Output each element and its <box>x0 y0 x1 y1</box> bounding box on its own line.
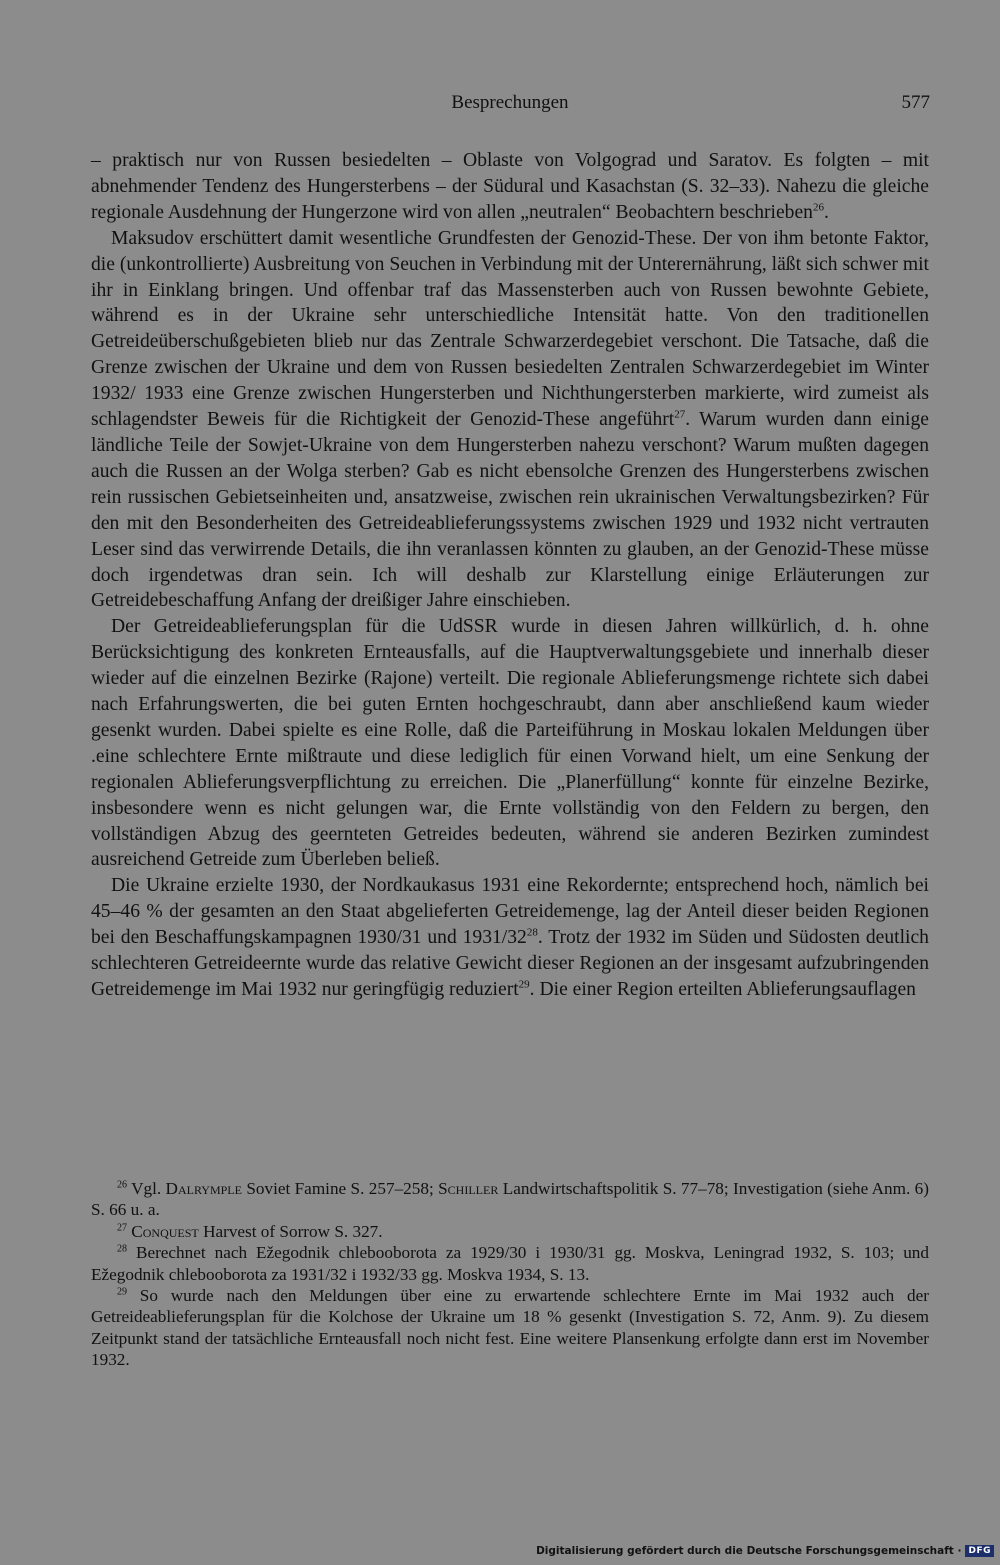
text-run: Berechnet nach Ežegodnik chlebooborota za 1929/30 i 1930/31 gg. Moskva, Leningrad 1932, S. 103; und Ežegodnik chlebooborota za 1931/32 i 1932/33 gg. Moskva 1934, S. 13. <box>91 1243 929 1284</box>
paragraph <box>91 614 929 873</box>
paragraph <box>91 226 929 615</box>
text-run: Vgl. <box>127 1179 166 1198</box>
digitization-footer <box>536 1545 994 1557</box>
paragraph <box>91 873 929 1003</box>
note-ref: 26 <box>117 1179 127 1191</box>
text-run: Maksudov erschüttert damit wesentliche Grundfesten der Genozid-These. Der von ihm betonte Faktor, die (unkontrollierte) Ausbreitung von Seuchen in Verbindung mit der Unterernährung, läßt sich schwer mit ihr in Einklang bringen. Und offenbar traf das Massensterben auch von Russen bewohnte Gebiete, während es in der Ukraine sehr unterschiedliche Intensität hatte. Von den traditionellen Getreideüberschußgebieten blieb nur das Zentrale Schwarzerdegebiet verschont. Die Tatsache, daß die Grenze zwischen der Ukraine und dem von Russen besiedelten Zentralen Schwarzerdegebiet im Winter 1932/ 1933 eine Grenze zwischen Hungersterben und Nichthungersterben markierte, wird zumeist als schlagendster Beweis für die Richtigkeit der Genozid-These angeführt <box>91 227 929 431</box>
note-ref: 27 <box>117 1222 127 1234</box>
author-name: Dalrymple <box>165 1179 242 1198</box>
author-name: Conquest <box>131 1221 199 1241</box>
running-header <box>90 92 930 120</box>
page-number: 577 <box>901 92 930 113</box>
text-run: Landwirtschaftspolitik S. 77–78; Investigation (siehe Anm. 6) S. 66 u. a. <box>91 1179 929 1220</box>
text-run: Harvest of Sorrow S. 327. <box>198 1221 383 1241</box>
note-ref: 27 <box>674 408 686 421</box>
footnote <box>91 1221 929 1242</box>
author-name: Schiller <box>438 1179 499 1198</box>
text-run: . Trotz der 1932 im Süden und Südosten deutlich schlechteren Getreideernte wurde das relative Gewicht dieser Regionen an der insgesamt aufzubringenden Getreidemenge im Mai 1932 nur geringfügig reduziert <box>91 927 929 1000</box>
note-ref: 29 <box>117 1286 127 1298</box>
dfg-logo: DFG <box>965 1545 994 1557</box>
text-run: . Die einer Region erteilten Ablieferungsauflagen <box>529 979 916 1000</box>
running-title: Besprechungen <box>451 92 569 113</box>
footnote <box>91 1178 929 1221</box>
text-run: – praktisch nur von Russen besiedelten – Oblaste von Volgograd und Saratov. Es folgten – mit abnehmender Tendenz des Hungersterbens – der Südural und Kasachstan (S. 32–33). Nahezu die gleiche regionale Ausdehnung der Hungerzone wird von allen „neutralen“ Beobachtern beschrieben <box>91 150 929 223</box>
text-run: . Warum wurden dann einige ländliche Teile der Sowjet-Ukraine von dem Hungersterben nahezu verschont? Warum mußten dagegen auch die Russen an der Wolga sterben? Gab es nicht ebensolche Grenzen des Hungersterbens zwischen rein russischen Gebietseinheiten und, ansatzweise, zwischen rein ukrainischen Verwaltungsbezirken? Für den mit den Besonderheiten des Getreideablieferungssystems zwischen 1929 und 1932 nicht vertrauten Leser sind das verwirrende Details, die ihn veranlassen könnten zu glauben, an der Genozid-These müsse doch irgendetwas dran sein. Ich will deshalb zur Klarstellung einige Erläuterungen zur Getreidebeschaffung Anfang der dreißiger Jahre einschieben. <box>91 409 929 612</box>
text-run: So wurde nach den Meldungen über eine zu erwartende schlechtere Ernte im Mai 1932 auch der Getreideablieferungsplan für die Kolchose der Ukraine um 18 % gesenkt (Investigation S. 72, Anm. 9). Zu diesem Zeitpunkt stand der tatsächliche Ernteausfall noch nicht fest. Eine weitere Plansenkung erfolgte dann erst im November 1932. <box>91 1286 929 1370</box>
text-run: . <box>823 201 829 223</box>
text-run: Der Getreideablieferungsplan für die UdSSR wurde in diesen Jahren willkürlich, d. h. ohne Berücksichtigung des konkreten Ernteausfalls, auf die Hauptverwaltungsgebiete und innerhalb dieser wieder auf die einzelnen Bezirke (Rajone) verteilt. Die regionale Ablieferungsmenge richtete sich dabei nach Erfahrungswerten, die bei guten Ernten hochgeschraubt, dann aber anschließend kaum wieder gesenkt wurden. Dabei spielte es eine Rolle, daß die Parteiführung in Moskau lokalen Meldungen über .eine schlechtere Ernte mißtraute und diese lediglich für einen Vorwand hielt, um eine Senkung der regionalen Ablieferungsverpflichtung zu erreichen. Die „Planerfüllung“ konnte für einzelne Bezirke, insbesondere wenn es nicht gelungen war, die Ernte vollständig von den Feldern zu bergen, den vollständigen Abzug des geernteten Getreides bedeuten, während sie anderen Bezirken zumindest ausreichend Getreide zum Überleben beließ. <box>91 616 929 871</box>
note-ref: 29 <box>518 978 530 991</box>
text-run: Soviet Famine S. 257–258; <box>241 1179 439 1198</box>
note-ref: 26 <box>812 201 824 214</box>
main-text <box>91 148 929 1003</box>
footnotes <box>91 1178 929 1371</box>
text-run: Die Ukraine erzielte 1930, der Nordkaukasus 1931 eine Rekordernte; entsprechend hoch, nämlich bei 45–46 % der gesamten an den Staat abgelieferten Getreidemenge, lag der Anteil dieser beiden Regionen bei den Beschaffungskampagnen 1930/31 und 1931/32 <box>91 875 929 949</box>
paragraph <box>91 148 929 226</box>
note-ref: 28 <box>526 926 538 939</box>
note-ref: 28 <box>117 1243 127 1255</box>
footer-credit: Digitalisierung gefördert durch die Deutsche Forschungsgemeinschaft · <box>536 1545 962 1557</box>
footnote <box>91 1285 929 1371</box>
footnote <box>91 1242 929 1285</box>
